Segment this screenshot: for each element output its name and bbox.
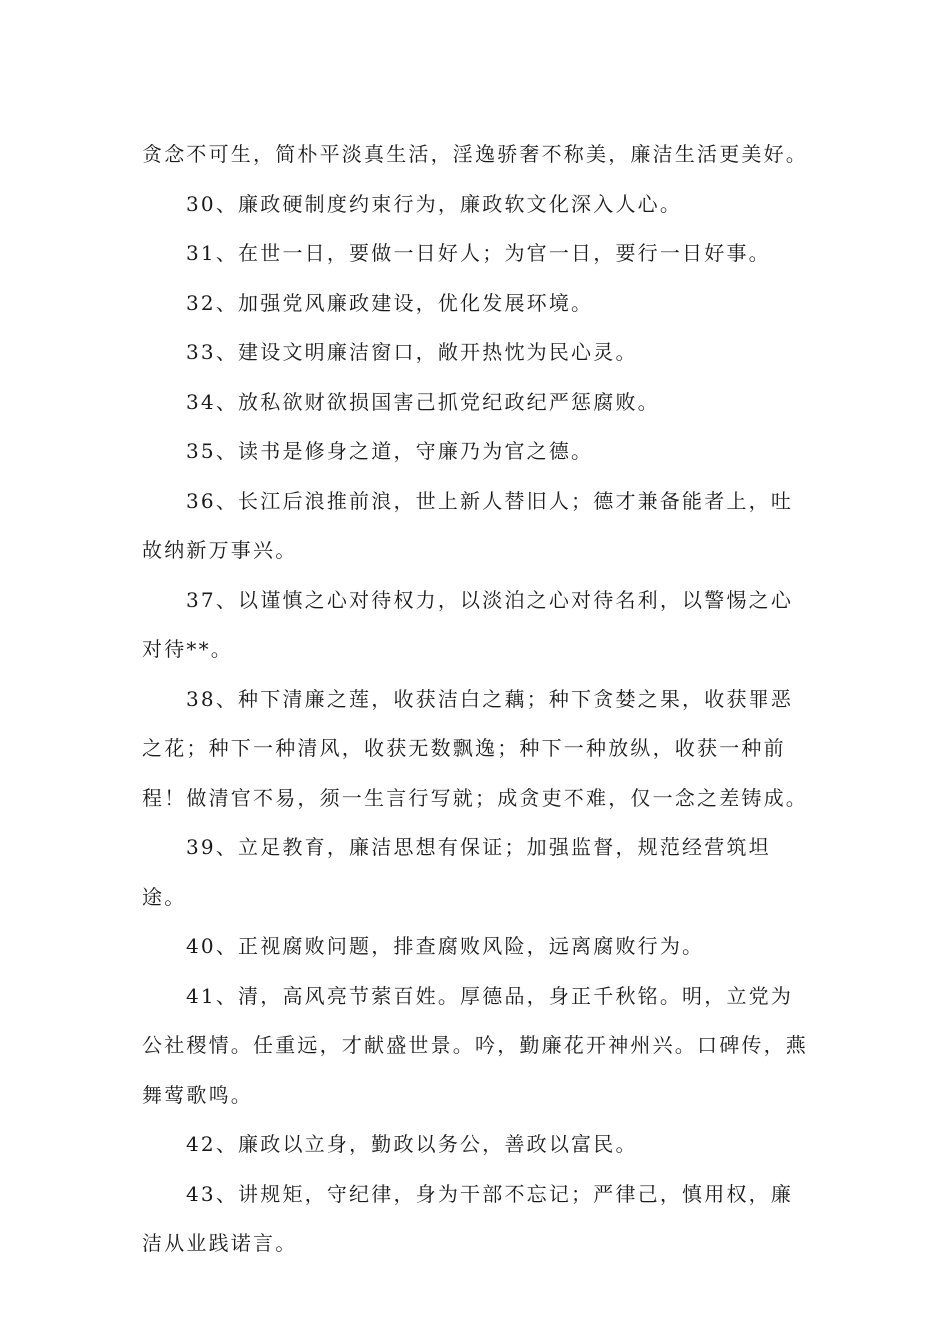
paragraph-item-40: 40、正视腐败问题，排查腐败风险，远离腐败行为。 [186,934,705,958]
paragraph-item-38: 38、种下清廉之莲，收获洁白之藕；种下贪婪之果，收获罪恶之花；种下一种清风，收获无数飘逸；种下一种放纵，收获一种前程！做清官不易，须一生言行写就；成贪吏不难，仅一念之差铸成。 [142,686,808,810]
paragraph-item-42: 42、廉政以立身，勤政以务公，善政以富民。 [186,1132,638,1156]
paragraph-item-43: 43、讲规矩，守纪律，身为干部不忘记；严律己，慎用权，廉洁从业践诺言。 [142,1181,794,1255]
paragraph-item-30: 30、廉政硬制度约束行为，廉政软文化深入人心。 [186,191,683,216]
paragraph-item-37: 37、以谨慎之心对待权力，以淡泊之心对待名利，以警惕之心对待**。 [142,587,794,661]
paragraph-item-41: 41、清，高风亮节萦百姓。厚德品，身正千秋铭。明，立党为公社稷情。任重远，才献盛世景。吟，勤廉花开神州兴。口碑传，燕舞莺歌鸣。 [142,983,808,1107]
document-body [142,130,812,1269]
paragraph-item-32: 32、加强党风廉政建设，优化发展环境。 [186,290,594,315]
paragraph-continuation: 贪念不可生，简朴平淡真生活，淫逸骄奢不称美，廉洁生活更美好。 [142,142,808,166]
paragraph-item-31: 31、在世一日，要做一日好人；为官一日，要行一日好事。 [186,241,771,265]
paragraph-item-34: 34、放私欲财欲损国害己抓党纪政纪严惩腐败。 [186,389,660,414]
paragraph-item-36: 36、长江后浪推前浪，世上新人替旧人；德才兼备能者上，吐故纳新万事兴。 [142,488,794,562]
paragraph-item-35: 35、读书是修身之道，守廉乃为官之德。 [186,439,594,463]
paragraph-item-39: 39、立足教育，廉洁思想有保证；加强监督，规范经营筑坦途。 [142,835,771,909]
paragraph-item-33: 33、建设文明廉洁窗口，敞开热忱为民心灵。 [186,340,638,364]
